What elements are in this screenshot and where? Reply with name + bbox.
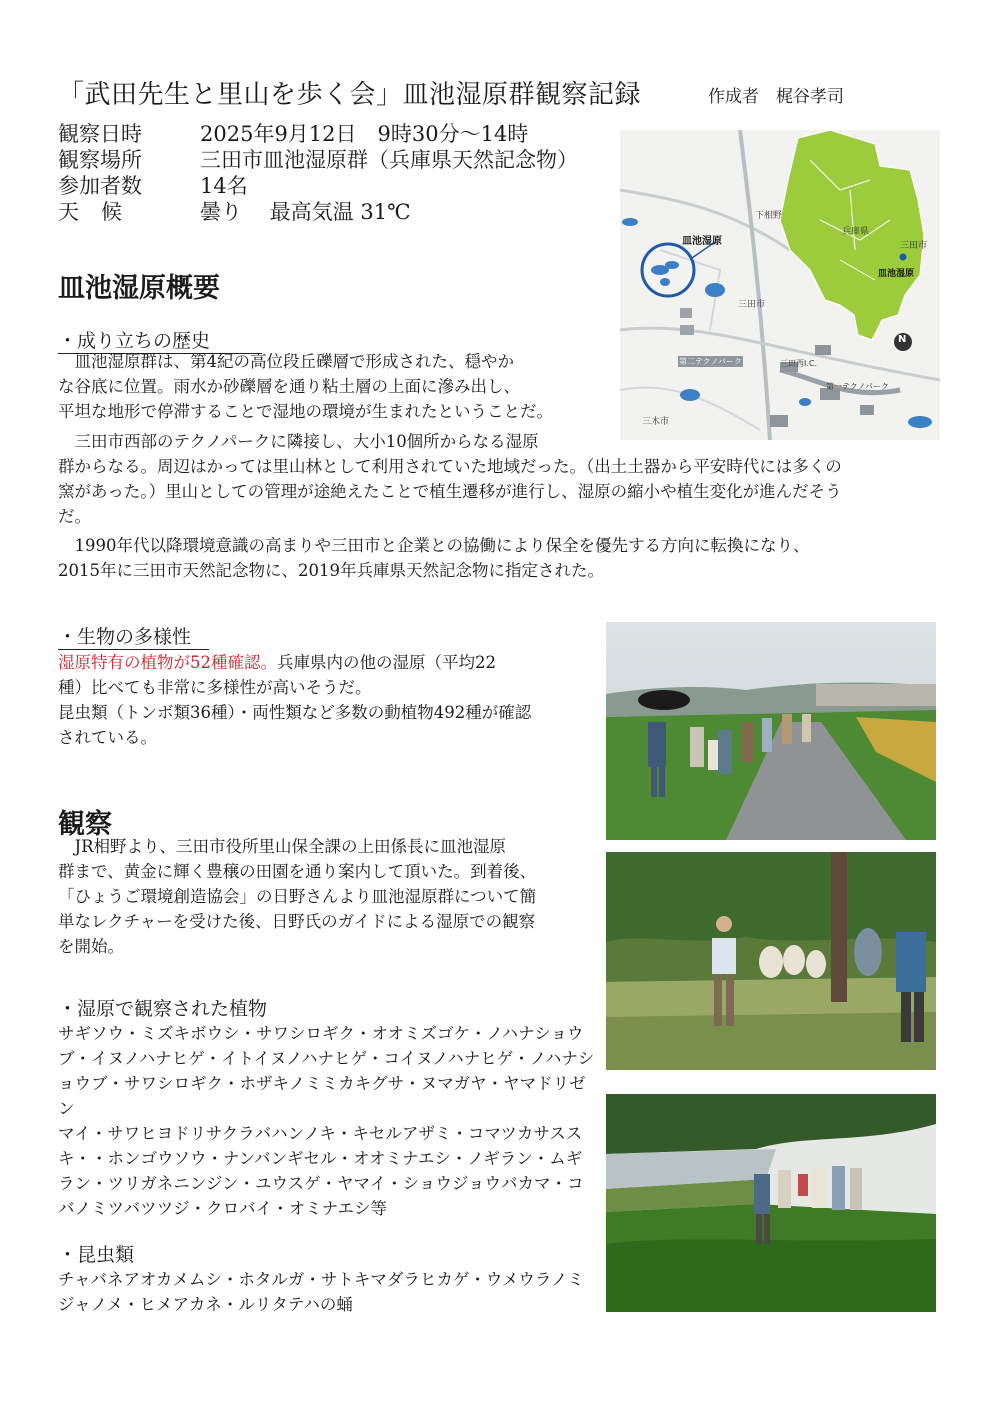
map-label-hyogo: 兵庫県 bbox=[842, 227, 870, 237]
diversity-line: 兵庫県内の他の湿原（平均22 bbox=[277, 653, 496, 672]
plants-line: マイ・サワヒヨドリサクラバハンノキ・キセルアザミ・コマツカサスス bbox=[58, 1124, 583, 1143]
subheading-diversity: ・生物の多様性 bbox=[58, 626, 209, 650]
diversity-highlight: 湿原特有の植物が52種確認。 bbox=[58, 653, 277, 672]
history-line: な谷底に位置。雨水か砂礫層を通り粘土層の上面に滲み出し、 bbox=[58, 377, 520, 396]
plants-line: ブ・イヌノハナヒゲ・イトイヌノハナヒゲ・コイヌノハナヒゲ・ノハナシ bbox=[58, 1049, 595, 1068]
photo-lecture-graphic bbox=[606, 852, 936, 1070]
plants-line: キ・・ホンゴウソウ・ナンバンギセル・オオミナエシ・ノギラン・ムギ bbox=[58, 1149, 583, 1168]
photo-pond-graphic bbox=[606, 1094, 936, 1312]
plants-paragraph bbox=[58, 1021, 598, 1221]
history-paragraph bbox=[58, 349, 938, 583]
diversity-line: 種）比べても非常に多様性が高いそうだ。 bbox=[58, 678, 372, 697]
observation-paragraph bbox=[58, 834, 598, 959]
photo-group-walking bbox=[606, 622, 936, 840]
insects-line: ジャノメ・ヒメアカネ・ルリタテハの蛹 bbox=[58, 1295, 353, 1314]
map-label-sanda-pref: 三田市 bbox=[900, 241, 928, 251]
observation-line: 「ひょうご環境創造協会」の日野さんより皿池湿原群について簡 bbox=[58, 887, 537, 906]
meta-value-participants: 14名 bbox=[200, 174, 248, 198]
north-arrow-icon: N bbox=[898, 334, 907, 345]
map-label-shimoaino: 下相野 bbox=[755, 211, 783, 221]
plants-line: バノミツバツツジ・クロバイ・オミナエシ等 bbox=[58, 1199, 388, 1218]
subheading-plants: ・湿原で観察された植物 bbox=[58, 998, 268, 1020]
photo-pond-group bbox=[606, 1094, 936, 1312]
insects-line: チャバネアオカメムシ・ホタルガ・サトキマダラヒカゲ・ウメウラノミ bbox=[58, 1270, 584, 1289]
meta-value-date: 2025年9月12日 9時30分～14時 bbox=[200, 122, 529, 146]
history-line: 皿池湿原群は、第4紀の高位段丘礫層で形成された、穏やか bbox=[58, 352, 514, 371]
meta-key-date: 観察日時 bbox=[58, 122, 142, 146]
map-label-sanda-nishi: 三田西I.C. bbox=[780, 359, 818, 368]
insects-paragraph bbox=[58, 1267, 598, 1317]
meta-value-place: 三田市皿池湿原群（兵庫県天然記念物） bbox=[200, 148, 578, 172]
observation-line: JR相野より、三田市役所里山保全課の上田係長に皿池湿原 bbox=[58, 837, 507, 856]
section-heading-observation: 観察 bbox=[58, 809, 112, 840]
diversity-paragraph bbox=[58, 650, 598, 750]
meta-key-place: 観察場所 bbox=[58, 148, 142, 172]
photo-lecture bbox=[606, 852, 936, 1070]
meta-key-weather: 天候 bbox=[58, 200, 144, 224]
observation-line: 単なレクチャーを受けた後、日野氏のガイドによる湿原での観察 bbox=[58, 912, 536, 931]
subheading-history: ・成り立ちの歴史 bbox=[58, 330, 262, 354]
history-line: 窯があった。）里山としての管理が途絶えたことで植生遷移が進行し、湿原の縮小や植生変化が進んだそう bbox=[58, 482, 842, 501]
history-line: だ。 bbox=[58, 507, 91, 526]
subheading-insects: ・昆虫類 bbox=[58, 1244, 135, 1266]
map-label-sarae: 皿池湿原 bbox=[682, 236, 722, 247]
history-line: 1990年代以降環境意識の高まりや三田市と企業との協働により保全を優先する方向に転換になり、 bbox=[58, 536, 810, 555]
plants-line: ョウブ・サワシロギク・ホザキノミミカキグサ・ヌマガヤ・ヤマドリゼン bbox=[58, 1074, 586, 1118]
map-label-techno2: 第二テクノパーク bbox=[679, 357, 742, 366]
history-line: 平坦な地形で停滞することで湿地の環境が生まれたということだ。 bbox=[58, 402, 553, 421]
document-title: 「武田先生と里山を歩く会」皿池湿原群観察記録 bbox=[58, 80, 642, 110]
map-label-sarae-pref: 皿池湿原 bbox=[878, 269, 915, 279]
map-label-miki: 三木市 bbox=[642, 417, 670, 427]
history-line: 群からなる。周辺はかっては里山林として利用されていた地域だった。（出土土器から平安時代には多くの bbox=[58, 457, 842, 476]
meta-value-weather: 曇り 最高気温 31℃ bbox=[200, 200, 411, 224]
diversity-line: 昆虫類（トンボ類36種）・両性類など多数の動植物492種が確認 bbox=[58, 703, 532, 722]
plants-line: サギソウ・ミズキボウシ・サワシロギク・オオミズゴケ・ノハナショウ bbox=[58, 1024, 584, 1043]
observation-line: 群まで、黄金に輝く豊穣の田園を通り案内して頂いた。到着後、 bbox=[58, 862, 537, 881]
plants-line: ラン・ツリガネニンジン・ユウスゲ・ヤマイ・ショウジョウバカマ・コ bbox=[58, 1174, 584, 1193]
section-heading-overview: 皿池湿原概要 bbox=[58, 273, 220, 304]
photo-walking-graphic bbox=[606, 622, 936, 840]
history-line: 三田市西部のテクノパークに隣接し、大小10個所からなる湿原 bbox=[58, 432, 539, 451]
map-label-techno1: 第一テクノパーク bbox=[826, 382, 889, 391]
map-label-sanda: 三田市 bbox=[738, 300, 766, 310]
author: 作成者 梶谷孝司 bbox=[708, 87, 844, 107]
diversity-line: されている。 bbox=[58, 728, 157, 747]
meta-key-participants: 参加者数 bbox=[58, 174, 142, 198]
history-line: 2015年に三田市天然記念物に、2019年兵庫県天然記念物に指定された。 bbox=[58, 561, 604, 580]
observation-line: を開始。 bbox=[58, 937, 124, 956]
